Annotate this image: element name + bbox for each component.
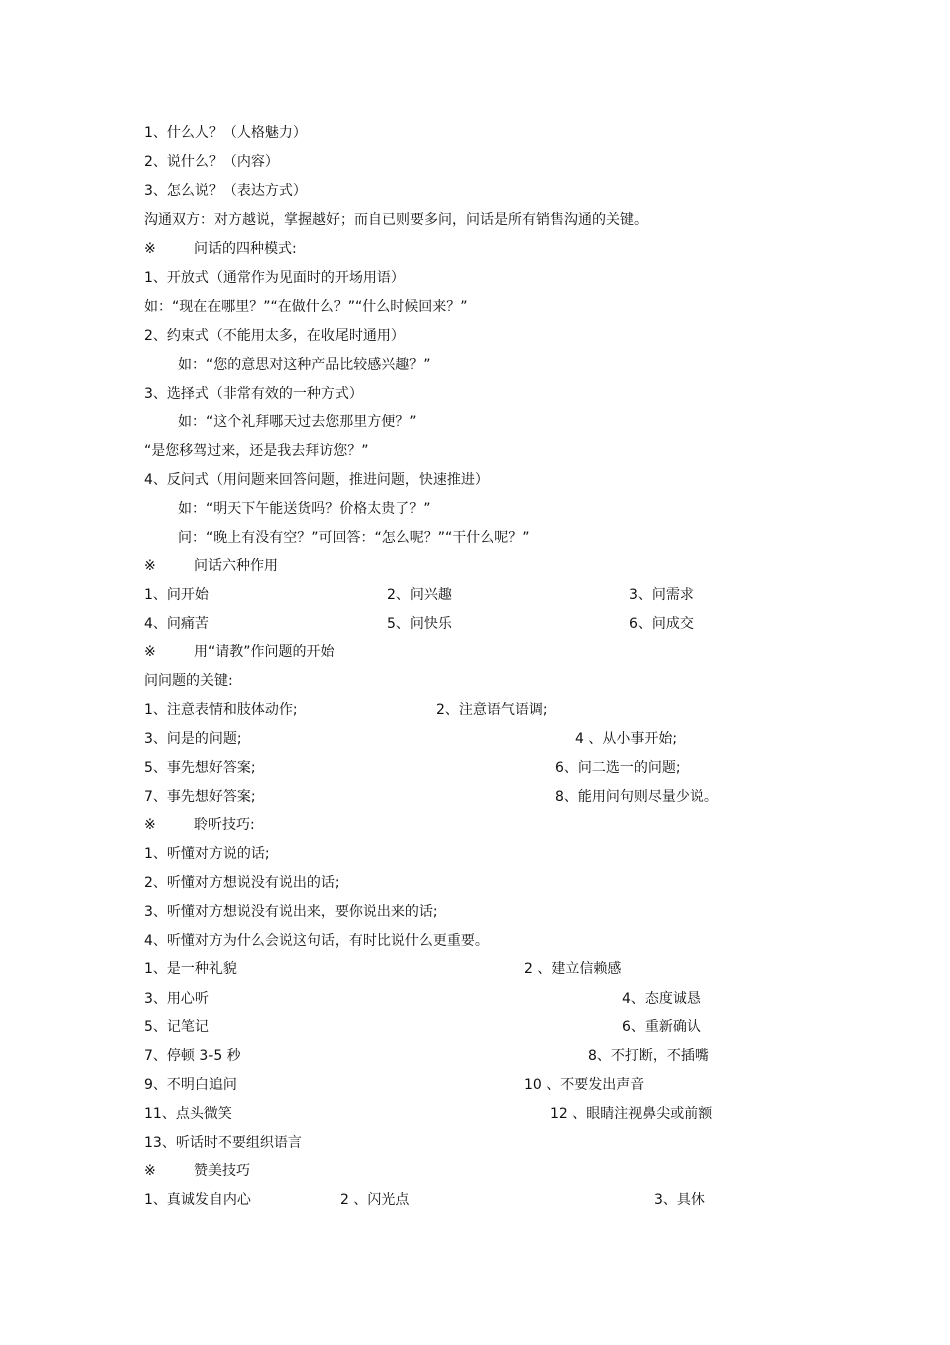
list-item: 3、问需求 [629, 587, 694, 603]
list-item: 5、问快乐 [387, 616, 452, 632]
list-item: 5、记笔记 [144, 1019, 209, 1035]
list-item: 6、问成交 [629, 616, 694, 632]
s1-line: 3、选择式（非常有效的一种方式） [144, 386, 363, 402]
s4-line: 2、听懂对方想说没有说出的话; [144, 875, 340, 891]
section-title: 聆听技巧: [194, 817, 255, 833]
list-item: 11、点头微笑 [144, 1106, 232, 1122]
s1-line: 如：“这个礼拜哪天过去您那里方便？” [178, 414, 417, 430]
list-item: 5、事先想好答案; [144, 760, 256, 776]
list-item: 6、问二选一的问题; [555, 760, 681, 776]
list-item: 13、听话时不要组织语言 [144, 1135, 302, 1151]
list-item: 8、不打断，不插嘴 [588, 1048, 709, 1064]
list-item: 4、态度诚恳 [622, 991, 701, 1007]
section-title: 问话六种作用 [194, 558, 278, 574]
list-item: 10 、不要发出声音 [524, 1077, 645, 1093]
list-item: 3、问是的问题; [144, 731, 242, 747]
list-item: 7、事先想好答案; [144, 789, 256, 805]
list-item: 2 、建立信赖感 [524, 961, 622, 977]
s4-line: 4、听懂对方为什么会说这句话，有时比说什么更重要。 [144, 933, 489, 949]
s1-line: 4、反问式（用问题来回答问题，推进问题，快速推进） [144, 472, 489, 488]
s1-line: “是您移驾过来，还是我去拜访您？” [144, 443, 369, 459]
section-title: 用“请教”作问题的开始 [194, 644, 335, 660]
section-mark: ※ [144, 1163, 156, 1179]
section-mark: ※ [144, 817, 156, 833]
list-item: 9、不明白追问 [144, 1077, 237, 1093]
section-mark: ※ [144, 241, 156, 257]
list-item: 1、注意表情和肢体动作; [144, 702, 298, 718]
intro-line-3: 3、怎么说？（表达方式） [144, 183, 307, 199]
list-item: 6、重新确认 [622, 1019, 701, 1035]
section-mark: ※ [144, 558, 156, 574]
list-item: 12 、眼睛注视鼻尖或前额 [550, 1106, 713, 1122]
section-title: 赞美技巧 [194, 1163, 250, 1179]
s4-line: 3、听懂对方想说没有说出来，要你说出来的话; [144, 904, 438, 920]
s3-subtitle: 问问题的关键: [144, 673, 233, 689]
intro-line-1: 1、什么人？（人格魅力） [144, 125, 307, 141]
list-item: 4、问痛苦 [144, 616, 209, 632]
s4-line: 1、听懂对方说的话; [144, 846, 270, 862]
s1-line: 如：“明天下午能送货吗？价格太贵了？” [178, 501, 431, 517]
section-mark: ※ [144, 644, 156, 660]
list-item: 2、问兴趣 [387, 587, 452, 603]
intro-line-2: 2、说什么？（内容） [144, 154, 279, 170]
section-title: 问话的四种模式: [194, 241, 297, 257]
s1-line: 1、开放式（通常作为见面时的开场用语） [144, 270, 405, 286]
s1-line: 如：“您的意思对这种产品比较感兴趣？” [178, 357, 431, 373]
list-item: 8、能用问句则尽量少说。 [555, 789, 718, 805]
s1-line: 问：“晚上有没有空？”可回答：“怎么呢？”“干什么呢？” [178, 530, 530, 546]
s1-line: 2、约束式（不能用太多，在收尾时通用） [144, 328, 405, 344]
list-item: 3、用心听 [144, 991, 209, 1007]
list-item: 3、具休 [654, 1192, 705, 1208]
list-item: 2、注意语气语调; [436, 702, 548, 718]
list-item: 1、是一种礼貌 [144, 961, 237, 977]
list-item: 4 、从小事开始; [575, 731, 678, 747]
intro-line-4: 沟通双方：对方越说，掌握越好；而自已则要多问，问话是所有销售沟通的关键。 [144, 212, 648, 228]
list-item: 1、问开始 [144, 587, 209, 603]
list-item: 2 、闪光点 [340, 1192, 410, 1208]
list-item: 7、停顿 3-5 秒 [144, 1048, 241, 1064]
list-item: 1、真诚发自内心 [144, 1192, 251, 1208]
s1-line: 如：“现在在哪里？”“在做什么？”“什么时候回来？” [144, 299, 468, 315]
